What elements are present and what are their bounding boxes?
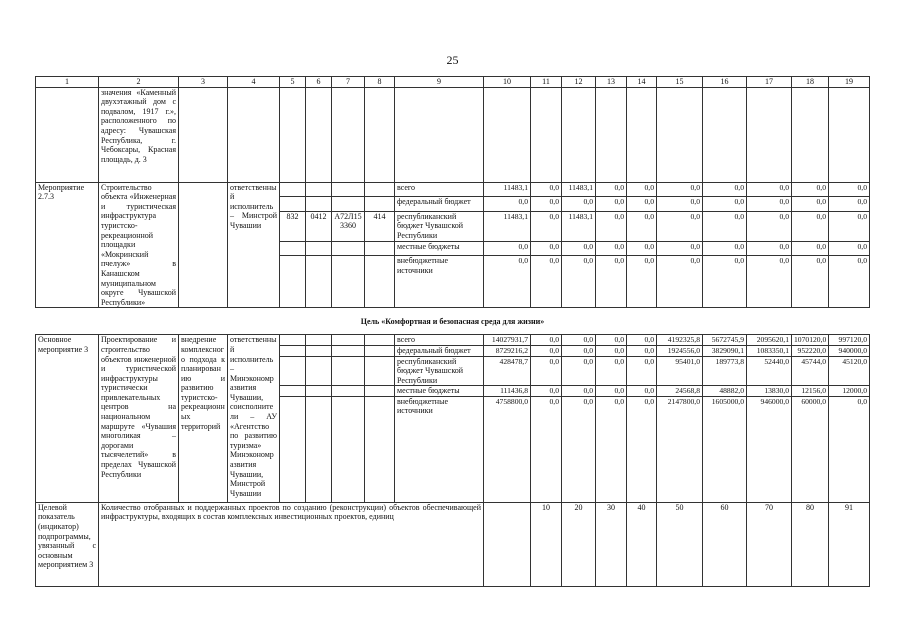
value-cell: 4758800,0 bbox=[484, 396, 531, 502]
continuation-row bbox=[36, 87, 870, 182]
value-cell: 0,0 bbox=[484, 256, 531, 308]
page-number: 25 bbox=[446, 53, 459, 67]
value-cell: 0,0 bbox=[829, 396, 870, 502]
value-cell: 952220,0 bbox=[792, 345, 829, 356]
value-cell: 48882,0 bbox=[703, 386, 747, 397]
value-cell: 0,0 bbox=[596, 182, 627, 197]
col-num: 1 bbox=[36, 77, 99, 88]
col-num: 5 bbox=[280, 77, 306, 88]
col-num: 4 bbox=[228, 77, 280, 88]
value-cell: 2147800,0 bbox=[657, 396, 703, 502]
value-cell: 11483,1 bbox=[562, 182, 596, 197]
value-cell: 0,0 bbox=[562, 197, 596, 212]
value-cell: 11483,1 bbox=[562, 211, 596, 241]
value-cell: 0,0 bbox=[596, 396, 627, 502]
event-executor: ответственный исполнитель – Минстрой Чувашии bbox=[228, 182, 280, 308]
value-cell: 8729216,2 bbox=[484, 345, 531, 356]
value-cell: 0,0 bbox=[596, 345, 627, 356]
indicator-text: Количество отобранных и поддержанных проектов по созданию (реконструкции) объектов обеспечивающей инфраструктуры, входящих в состав комплексных инвестиционных проектов, единиц bbox=[99, 502, 484, 586]
value-cell: 0,0 bbox=[747, 197, 792, 212]
value-cell: 0,0 bbox=[792, 256, 829, 308]
source-label: всего bbox=[395, 182, 484, 197]
indicator-value: 10 bbox=[531, 502, 562, 586]
value-cell: 0,0 bbox=[792, 182, 829, 197]
value-cell: 45120,0 bbox=[829, 356, 870, 386]
indicator-value: 40 bbox=[627, 502, 657, 586]
col-num: 7 bbox=[332, 77, 365, 88]
main-event-title: Основное мероприятие 3 bbox=[36, 335, 99, 503]
value-cell: 0,0 bbox=[829, 197, 870, 212]
value-cell: 0,0 bbox=[531, 211, 562, 241]
value-cell: 0,0 bbox=[531, 197, 562, 212]
indicator-value: 20 bbox=[562, 502, 596, 586]
col-num: 13 bbox=[596, 77, 627, 88]
indicator-value: 80 bbox=[792, 502, 829, 586]
value-cell: 0,0 bbox=[627, 386, 657, 397]
col-num: 2 bbox=[99, 77, 179, 88]
value-cell: 0,0 bbox=[703, 211, 747, 241]
value-cell: 0,0 bbox=[657, 211, 703, 241]
value-cell: 1924556,0 bbox=[657, 345, 703, 356]
indicator-row bbox=[36, 502, 870, 586]
table-row bbox=[36, 335, 870, 346]
value-cell: 0,0 bbox=[747, 182, 792, 197]
value-cell: 1605000,0 bbox=[703, 396, 747, 502]
indicator-value: 60 bbox=[703, 502, 747, 586]
value-cell: 0,0 bbox=[484, 197, 531, 212]
event-description: Строительство объекта «Инженерная и туристическая инфраструктура туристско-рекреационной площадки «Мокринский пчелуж» в Канашском муниципальном округе Чувашской Республики» bbox=[99, 182, 179, 308]
value-cell: 2095620,1 bbox=[747, 335, 792, 346]
value-cell: 0,0 bbox=[657, 182, 703, 197]
value-cell: 60000,0 bbox=[792, 396, 829, 502]
value-cell: 0,0 bbox=[596, 211, 627, 241]
value-cell: 0,0 bbox=[703, 241, 747, 256]
value-cell: 0,0 bbox=[562, 386, 596, 397]
value-cell: 0,0 bbox=[829, 211, 870, 241]
col-num: 11 bbox=[531, 77, 562, 88]
value-cell: 0,0 bbox=[562, 345, 596, 356]
value-cell: 0,0 bbox=[829, 241, 870, 256]
value-cell: 0,0 bbox=[531, 386, 562, 397]
value-cell: 0,0 bbox=[747, 241, 792, 256]
value-cell: 0,0 bbox=[657, 241, 703, 256]
value-cell: 0,0 bbox=[747, 211, 792, 241]
value-cell: 1083350,1 bbox=[747, 345, 792, 356]
value-cell: 0,0 bbox=[531, 241, 562, 256]
indicator-value: 50 bbox=[657, 502, 703, 586]
value-cell: 0,0 bbox=[627, 211, 657, 241]
budget-table bbox=[35, 76, 870, 587]
value-cell: 0,0 bbox=[703, 182, 747, 197]
main-event-goal: внедрение комплексного подхода к планированию и развитию туристско-рекреационных территорий bbox=[179, 335, 228, 503]
value-cell: 0,0 bbox=[627, 335, 657, 346]
value-cell: 0,0 bbox=[657, 197, 703, 212]
col-num: 3 bbox=[179, 77, 228, 88]
col-num: 8 bbox=[365, 77, 395, 88]
indicator-title: Целевой показатель (индикатор) подпрограммы, увязанный с основным мероприятием 3 bbox=[36, 502, 99, 586]
col-num: 12 bbox=[562, 77, 596, 88]
value-cell: 13830,0 bbox=[747, 386, 792, 397]
value-cell: 0,0 bbox=[531, 256, 562, 308]
value-cell: 0,0 bbox=[562, 335, 596, 346]
value-cell: 940000,0 bbox=[829, 345, 870, 356]
value-cell: 0,0 bbox=[531, 182, 562, 197]
value-cell: 0,0 bbox=[792, 211, 829, 241]
value-cell: 0,0 bbox=[596, 386, 627, 397]
col-num: 17 bbox=[747, 77, 792, 88]
col-num: 9 bbox=[395, 77, 484, 88]
value-cell: 0,0 bbox=[829, 182, 870, 197]
value-cell: 45744,0 bbox=[792, 356, 829, 386]
col-num: 10 bbox=[484, 77, 531, 88]
value-cell: 0,0 bbox=[596, 335, 627, 346]
value-cell: 12156,0 bbox=[792, 386, 829, 397]
source-label: республиканский бюджет Чувашской Республики bbox=[395, 211, 484, 241]
value-cell: 189773,8 bbox=[703, 356, 747, 386]
source-label: внебюджетные источники bbox=[395, 256, 484, 308]
value-cell: 946000,0 bbox=[747, 396, 792, 502]
source-label: республиканский бюджет Чувашской Республики bbox=[395, 356, 484, 386]
value-cell: 95401,0 bbox=[657, 356, 703, 386]
value-cell: 0,0 bbox=[829, 256, 870, 308]
value-cell: 0,0 bbox=[627, 241, 657, 256]
value-cell: 0,0 bbox=[484, 241, 531, 256]
value-cell: 1070120,0 bbox=[792, 335, 829, 346]
source-label: местные бюджеты bbox=[395, 241, 484, 256]
value-cell: 997120,0 bbox=[829, 335, 870, 346]
value-cell: 11483,1 bbox=[484, 182, 531, 197]
value-cell: 0,0 bbox=[531, 335, 562, 346]
main-event-description: Проектирование и строительство объектов инженерной и туристической инфраструктуры туристически привлекательных центров на национальном маршруте «Чувашия многоликая – дорогами тысячелетий» в пределах Чувашской Республики bbox=[99, 335, 179, 503]
value-cell: 0,0 bbox=[792, 241, 829, 256]
value-cell: 0,0 bbox=[596, 356, 627, 386]
event-title: Мероприятие 2.7.3 bbox=[36, 182, 99, 308]
code-cell: 0412 bbox=[306, 211, 332, 241]
column-number-row bbox=[36, 77, 870, 88]
col-num: 16 bbox=[703, 77, 747, 88]
value-cell: 52440,0 bbox=[747, 356, 792, 386]
value-cell: 0,0 bbox=[657, 256, 703, 308]
col-num: 19 bbox=[829, 77, 870, 88]
goal-row bbox=[36, 308, 870, 335]
value-cell: 14027931,7 bbox=[484, 335, 531, 346]
col-num: 15 bbox=[657, 77, 703, 88]
value-cell: 0,0 bbox=[531, 356, 562, 386]
value-cell: 0,0 bbox=[627, 182, 657, 197]
value-cell: 0,0 bbox=[703, 256, 747, 308]
indicator-value: 70 bbox=[747, 502, 792, 586]
value-cell: 0,0 bbox=[627, 256, 657, 308]
value-cell: 111436,8 bbox=[484, 386, 531, 397]
value-cell: 0,0 bbox=[596, 197, 627, 212]
value-cell: 0,0 bbox=[531, 396, 562, 502]
value-cell: 0,0 bbox=[792, 197, 829, 212]
col-num: 18 bbox=[792, 77, 829, 88]
source-label: федеральный бюджет bbox=[395, 197, 484, 212]
value-cell: 11483,1 bbox=[484, 211, 531, 241]
value-cell: 12000,0 bbox=[829, 386, 870, 397]
code-cell: 414 bbox=[365, 211, 395, 241]
source-label: местные бюджеты bbox=[395, 386, 484, 397]
value-cell: 0,0 bbox=[627, 197, 657, 212]
value-cell: 0,0 bbox=[562, 241, 596, 256]
goal-title: Цель «Комфортная и безопасная среда для жизни» bbox=[36, 308, 870, 335]
source-label: федеральный бюджет bbox=[395, 345, 484, 356]
value-cell: 0,0 bbox=[562, 396, 596, 502]
value-cell: 428478,7 bbox=[484, 356, 531, 386]
col-num: 14 bbox=[627, 77, 657, 88]
value-cell: 4192325,8 bbox=[657, 335, 703, 346]
value-cell: 0,0 bbox=[627, 345, 657, 356]
value-cell: 0,0 bbox=[596, 241, 627, 256]
value-cell: 0,0 bbox=[531, 345, 562, 356]
col-num: 6 bbox=[306, 77, 332, 88]
value-cell: 0,0 bbox=[596, 256, 627, 308]
value-cell: 0,0 bbox=[562, 256, 596, 308]
value-cell: 24568,8 bbox=[657, 386, 703, 397]
continuation-text: значения «Каменный двухэтажный дом с подвалом, 1917 г.», расположенного по адресу: Чувашская Республика, г. Чебоксары, Красная площадь, д. 3 bbox=[99, 87, 179, 182]
value-cell: 0,0 bbox=[562, 356, 596, 386]
indicator-value bbox=[484, 502, 531, 586]
source-label: всего bbox=[395, 335, 484, 346]
source-label: внебюджетные источники bbox=[395, 396, 484, 502]
value-cell: 0,0 bbox=[627, 396, 657, 502]
value-cell: 3829090,1 bbox=[703, 345, 747, 356]
indicator-value: 30 bbox=[596, 502, 627, 586]
code-cell: А72Л15 3360 bbox=[332, 211, 365, 241]
indicator-value: 91 bbox=[829, 502, 870, 586]
table-row bbox=[36, 182, 870, 197]
main-event-executor: ответственный исполнитель – Минэкономразвития Чувашии, соисполнители – АУ «Агентство по развитию туризма» Минэкономразвития Чувашии, Минстрой Чувашии bbox=[228, 335, 280, 503]
value-cell: 0,0 bbox=[703, 197, 747, 212]
code-cell: 832 bbox=[280, 211, 306, 241]
value-cell: 0,0 bbox=[747, 256, 792, 308]
value-cell: 0,0 bbox=[627, 356, 657, 386]
value-cell: 5672745,9 bbox=[703, 335, 747, 346]
